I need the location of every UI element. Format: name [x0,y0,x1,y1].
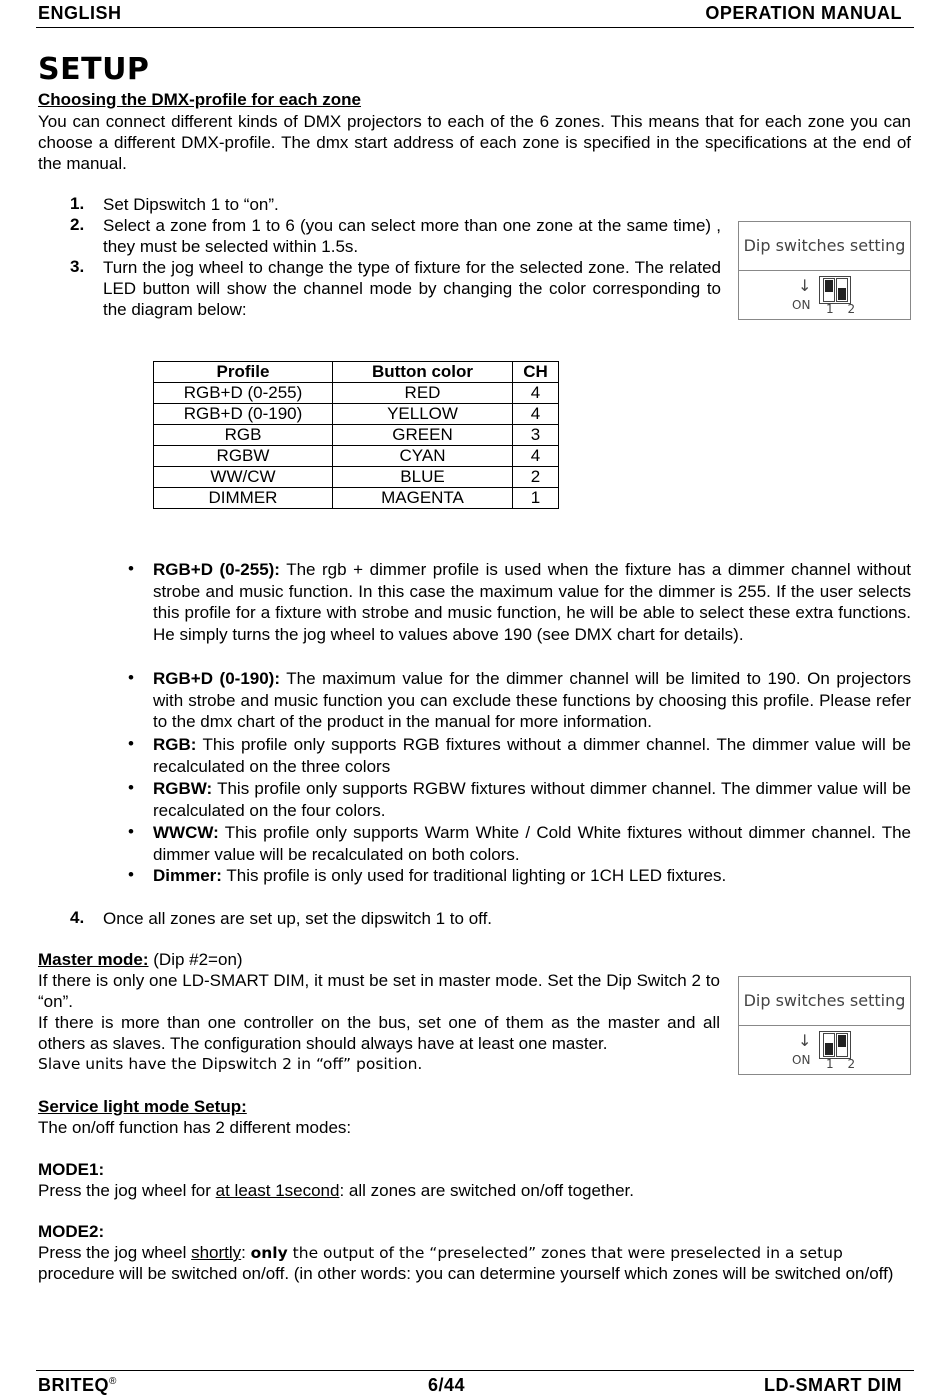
bullet-icon: • [128,822,134,841]
mode2-underline: shortly [191,1243,242,1262]
master-paragraph-3: Slave units have the Dipswitch 2 in “off” position. [38,1055,423,1073]
mode1-pre: Press the jog wheel for [38,1181,216,1200]
table-cell: RGBW [154,446,333,467]
table-cell: 3 [513,425,559,446]
mode1-underline: at least 1second [215,1181,340,1200]
table-row [154,425,559,446]
table-cell: 4 [513,446,559,467]
bullet-dimmer [153,865,911,887]
down-arrow-icon: ↓ [798,276,812,295]
dip-caption: Dip switches setting [739,222,910,271]
footer-brand-name: BRITEQ [38,1375,110,1395]
master-paragraph-1: If there is only one LD-SMART DIM, it must be set in master mode. Set the Dip Switch 2 to “on”. [38,971,720,1011]
dip-switch-2 [836,278,848,302]
table-cell: YELLOW [333,404,513,425]
table-cell: CYAN [333,446,513,467]
dip-on-label: ON [792,298,811,312]
dip-caption: Dip switches setting [739,977,910,1026]
bullet-term: RGB+D (0-255): [153,560,280,579]
mode1-title: MODE1: [38,1160,105,1179]
step-3-text: Turn the jog wheel to change the type of fixture for the selected zone. The related LED button will show the channel mode by changing the color corresponding to the diagram below: [103,258,721,319]
bullet-text: This profile only supports RGBW fixtures without dimmer channel. The dimmer value will be recalculated on the four colors. [153,779,911,820]
dip-switch-numbers: 1 2 [826,302,861,316]
table-cell: BLUE [333,467,513,488]
service-mode-title: Service light mode Setup: [38,1097,247,1116]
table-cell: DIMMER [154,488,333,509]
master-paragraph-2: If there is more than one controller on the bus, set one of them as the master and all others as slaves. The configuration should always have at least one master. [38,1013,720,1053]
table-cell: RGB [154,425,333,446]
mode2-pre: Press the jog wheel [38,1243,192,1262]
mode1-post: : all zones are switched on/off together. [339,1181,635,1200]
dip-switch-diagram-1 [738,221,911,320]
table-cell: 4 [513,404,559,425]
down-arrow-icon: ↓ [798,1031,812,1050]
header-rule [36,27,914,28]
bullet-term: RGBW: [153,779,213,798]
bullet-text: The maximum value for the dimmer channel will be limited to 190. On projectors with strobe and music function you can exclude these functions by choosing this profile. Please refer to the dmx chart of the product in the manual for more information. [153,669,911,732]
table-header-button-color: Button color [333,362,513,383]
intro-paragraph: You can connect different kinds of DMX projectors to each of the 6 zones. This means that for each zone you can choose a different DMX-profile. The dmx start address of each zone is specified in the specifications at the end of the manual. [38,112,911,173]
bullet-text: This profile is only used for traditional lighting or 1CH LED fixtures. [221,866,727,885]
footer-rule [36,1370,914,1371]
table-cell: 1 [513,488,559,509]
step-2-text: Select a zone from 1 to 6 (you can select more than one zone at the same time) , they must be selected within 1.5s. [103,216,721,256]
profile-table [153,361,559,509]
service-mode-text: The on/off function has 2 different modes: [38,1118,352,1137]
bullet-term: RGB+D (0-190): [153,669,280,688]
dip-switch-1 [823,278,835,302]
bullet-rgbd-190 [153,668,911,733]
bullet-rgbw [153,778,911,821]
bullet-icon: • [128,559,134,578]
mode2-colon: : [241,1243,251,1262]
table-cell: RGB+D (0-190) [154,404,333,425]
table-cell: WW/CW [154,467,333,488]
dip-switch-1 [823,1033,835,1057]
bullet-text: This profile only supports Warm White / Cold White fixtures without dimmer channel. The dimmer value will be recalculated on both colors. [153,823,911,864]
bullet-text: The rgb + dimmer profile is used when the fixture has a dimmer channel without strobe and music function. In this case the maximum value for the dimmer is 255. If the user selects this profile for a fixture with strobe and music function, he will be able to select these extra functions. He simply turns the jog wheel to values above 190 (see DMX chart for details). [153,560,911,644]
step-2-number: 2. [70,215,85,234]
bullet-icon: • [128,865,134,884]
table-row [154,467,559,488]
step-1-number: 1. [70,194,85,213]
section-subtitle: Choosing the DMX-profile for each zone [38,90,362,109]
dip-on-label: ON [792,1053,811,1067]
master-mode-suffix: (Dip #2=on) [148,950,243,969]
table-row [154,488,559,509]
dip-switch-diagram-2 [738,976,911,1075]
mode1-text [38,1180,911,1201]
dip-switch-2 [836,1033,848,1057]
header-language: ENGLISH [38,3,122,23]
bullet-rgb [153,734,911,777]
table-cell: RGB+D (0-255) [154,383,333,404]
mode2-post1: the output of the “preselected” zones that were preselected in a setup [287,1244,843,1262]
header-title: OPERATION MANUAL [705,3,902,23]
table-cell: 4 [513,383,559,404]
table-cell: 2 [513,467,559,488]
bullet-wwcw [153,822,911,865]
bullet-term: RGB: [153,735,197,754]
bullet-text: This profile only supports RGB fixtures without a dimmer channel. The dimmer value will be recalculated on the three colors [153,735,911,776]
bullet-rgbd-255 [153,559,911,645]
table-row [154,446,559,467]
table-row [154,383,559,404]
step-4-number: 4. [70,908,85,927]
mode2-line-1 [38,1242,918,1264]
footer-product: LD-SMART DIM [764,1375,902,1395]
step-3-number: 3. [70,257,85,276]
bullet-icon: • [128,668,134,687]
footer-registered: ® [109,1376,117,1387]
section-title: SETUP [38,52,150,87]
mode2-title: MODE2: [38,1222,105,1241]
master-mode-title: Master mode: [38,950,149,969]
step-1-text: Set Dipswitch 1 to “on”. [103,195,279,214]
step-4-text: Once all zones are set up, set the dipswitch 1 to off. [103,909,493,928]
table-cell: GREEN [333,425,513,446]
table-row [154,404,559,425]
footer-brand [38,1375,117,1396]
table-header-profile: Profile [154,362,333,383]
bullet-term: WWCW: [153,823,219,842]
bullet-icon: • [128,734,134,753]
master-mode-heading [38,949,243,970]
mode2-line-2: procedure will be switched on/off. (in other words: you can determine yourself which zones will be switched on/off) [38,1264,894,1283]
footer-page-number: 6/44 [428,1375,466,1395]
bullet-icon: • [128,778,134,797]
mode2-bold: only [250,1244,288,1262]
table-header-row [154,362,559,383]
bullet-term: Dimmer: [153,866,222,885]
table-cell: RED [333,383,513,404]
table-cell: MAGENTA [333,488,513,509]
dip-switch-numbers: 1 2 [826,1057,861,1071]
table-header-ch: CH [513,362,559,383]
